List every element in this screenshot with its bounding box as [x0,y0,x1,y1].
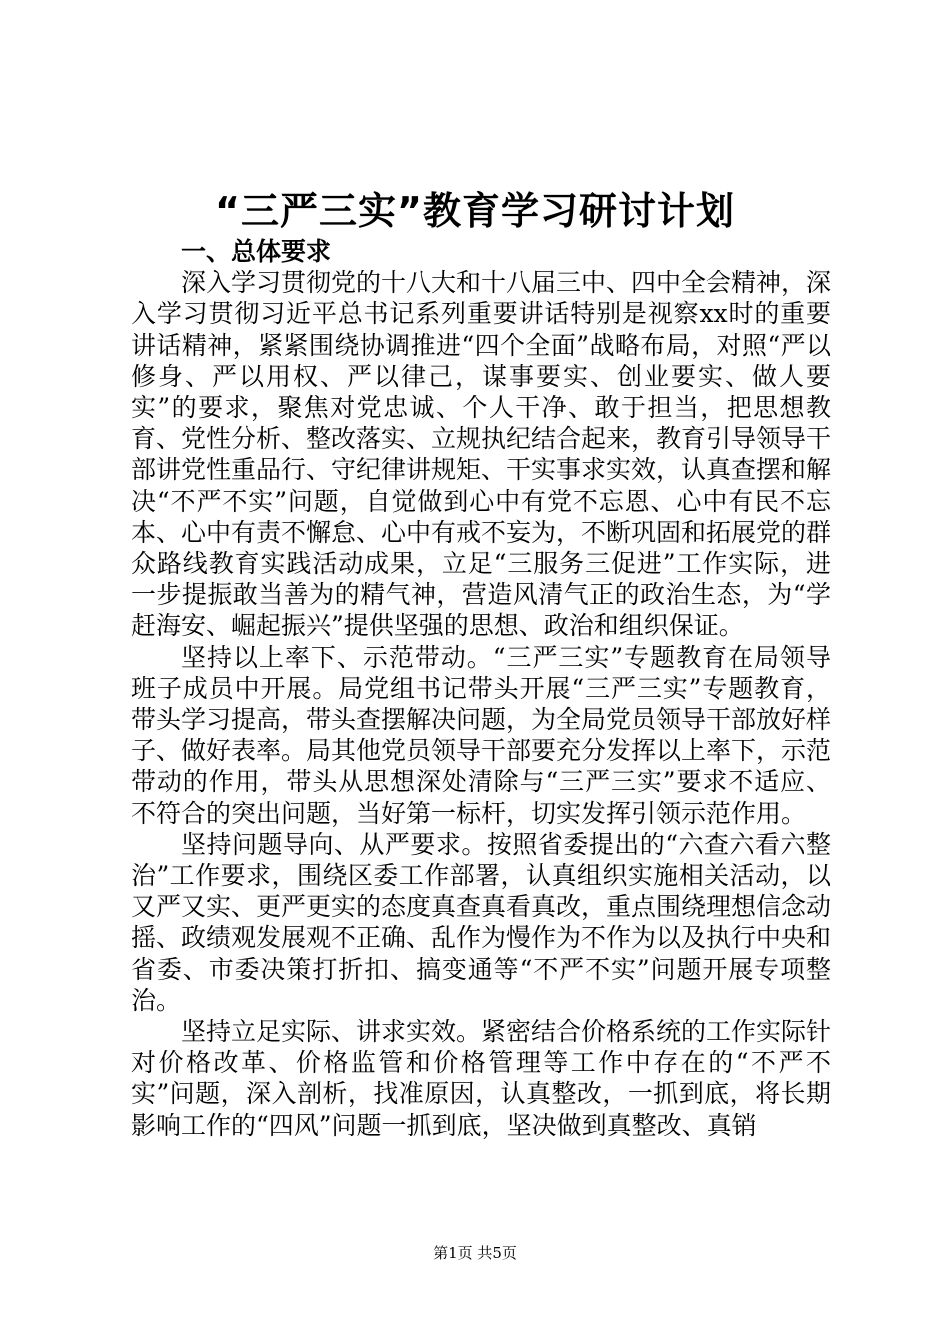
document-body [131,236,831,1141]
document-title: “三严三实”教育学习研讨计划 [215,189,735,233]
page-footer: 第1页 共5页 [433,1244,517,1262]
paragraph-lead-by-example: 坚持以上率下、示范带动。“三严三实”专题教育在局领导班子成员中开展。局党组书记带头开展“三严三实”专题教育，带头学习提高，带头查摆解决问题，为全局党员领导干部放好样子、做好表率。局其他党员领导干部要充分发挥以上率下，示范带动的作用，带头从思想深处清除与“三严三实”要求不适应、不符合的突出问题，当好第一标杆，切实发挥引领示范作用。 [131,642,832,828]
paragraph-practical-results: 坚持立足实际、讲求实效。紧密结合价格系统的工作实际针对价格改革、价格监管和价格管理等工作中存在的“不严不实”问题，深入剖析，找准原因，认真整改，一抓到底，将长期影响工作的“四风”问题一抓到底，坚决做到真整改、真销 [131,1017,832,1140]
paragraph-general-requirements: 深入学习贯彻党的十八大和十八届三中、四中全会精神，深入学习贯彻习近平总书记系列重要讲话特别是视察xx时的重要讲话精神，紧紧围绕协调推进“四个全面”战略布局，对照“严以修身、严以用权、严以律己，谋事要实、创业要实、做人要实”的要求，聚焦对党忠诚、个人干净、敢于担当，把思想教育、党性分析、整改落实、立规执纪结合起来，教育引导领导干部讲党性重品行、守纪律讲规矩、干实事求实效，认真查摆和解决“不严不实”问题，自觉做到心中有党不忘恩、心中有民不忘本、心中有责不懈怠、心中有戒不妄为，不断巩固和拓展党的群众路线教育实践活动成果，立足“三服务三促进”工作实际，进一步提振敢当善为的精气神，营造风清气正的政治生态，为“学赶海安、崛起振兴”提供坚强的思想、政治和组织保证。 [131,268,832,641]
paragraph-problem-oriented: 坚持问题导向、从严要求。按照省委提出的“六查六看六整治”工作要求，围绕区委工作部署，认真组织实施相关活动，以又严又实、更严更实的态度真查真看真改，重点围绕理想信念动摇、政绩观发展观不正确、乱作为慢作为不作为以及执行中央和省委、市委决策打折扣、搞变通等“不严不实”问题开展专项整治。 [131,829,832,1015]
section-heading: 一、总体要求 [181,237,332,266]
